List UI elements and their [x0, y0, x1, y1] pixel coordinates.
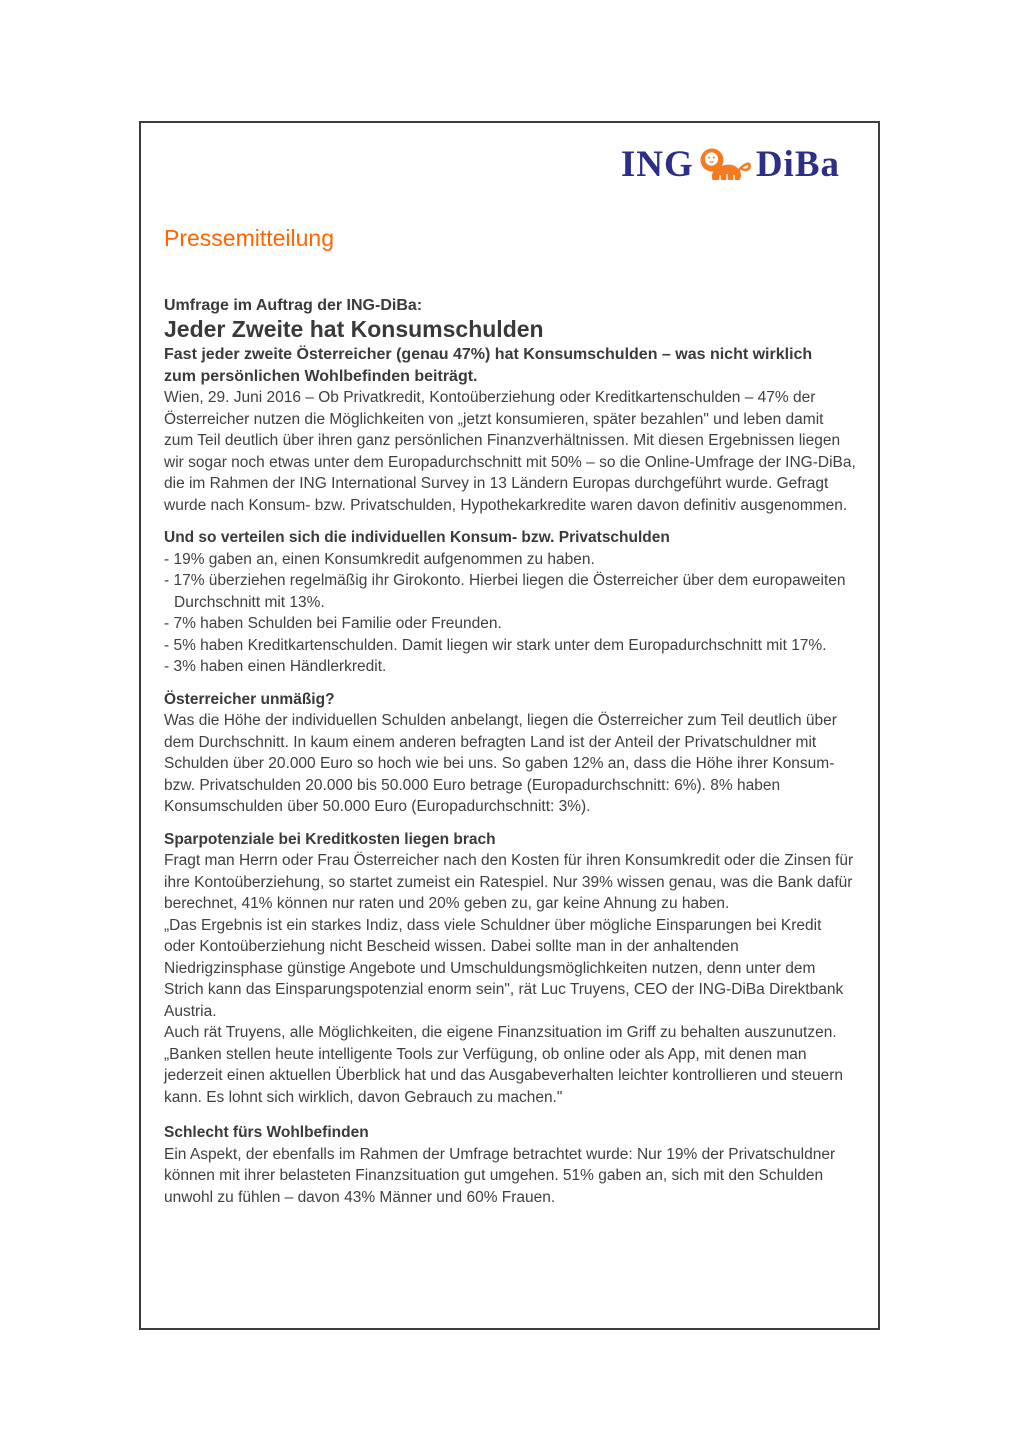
list-item: - 3% haben einen Händlerkredit.	[164, 658, 387, 675]
list-item: - 7% haben Schulden bei Familie oder Freunden.	[164, 615, 502, 632]
article-title: Jeder Zweite hat Konsumschulden	[164, 316, 544, 342]
section-heading-unmaessig: Österreicher unmäßig?	[164, 690, 335, 708]
article-subtitle: Fast jeder zweite Österreicher (genau 47%) hat Konsumschulden – was nicht wirklich zum persönlichen Wohlbefinden beiträgt.	[164, 346, 813, 385]
masthead-pressemitteilung: Pressemitteilung	[164, 225, 335, 251]
dateline-paragraph: Wien, 29. Juni 2016 – Ob Privatkredit, Kontoüberziehung oder Kreditkartenschulden – 47% der Österreicher nutzen die Möglichkeiten von „jetzt konsumieren, später bezahlen" und leben damit zum Teil deutlich über ihren ganz persönlichen Finanzverhältnissen. Mit diesen Ergebnissen liegen wir sogar noch etwas unter dem Europadurchschnitt mit 50% – so die Online-Umfrage der ING-DiBa, die im Rahmen der ING International Survey in 13 Ländern Europas durchgeführt wurde. Gefragt wurde nach Konsum- bzw. Privatschulden, Hypothekarkredite waren davon definitiv ausgenommen.	[164, 389, 856, 514]
logo-row	[164, 145, 856, 187]
ing-diba-logo	[621, 145, 840, 185]
debt-distribution-list	[164, 549, 856, 678]
logo-text-ing: ING	[620, 144, 694, 185]
paragraph: Was die Höhe der individuellen Schulden anbelangt, liegen die Österreicher zum Teil deutlich über dem Durchschnitt. In kaum einem anderen befragten Land ist der Anteil der Privatschuldner mit Schulden über 20.000 Euro so hoch wie bei uns. So gaben 12% an, dass die Höhe ihrer Konsum- bzw. Privatschulden 20.000 bis 50.000 Euro betrage (Europadurchschnitt: 6%). 8% haben Konsumschulden über 50.000 Euro (Europadurchschnitt: 3%).	[164, 712, 837, 815]
section-heading-sparpotenziale: Sparpotenziale bei Kreditkosten liegen brach	[164, 830, 496, 848]
paragraph: Auch rät Truyens, alle Möglichkeiten, die eigene Finanzsituation im Griff zu behalten auszunutzen. „Banken stellen heute intelligente Tools zur Verfügung, ob online oder als App, mit denen man jederzeit einen aktuellen Überblick hat und das Ausgabeverhalten leichter kontrollieren und steuern kann. Es lohnt sich wirklich, davon Gebrauch zu machen."	[164, 1024, 843, 1106]
logo-text-diba: DiBa	[755, 144, 840, 185]
quote-paragraph: „Das Ergebnis ist ein starkes Indiz, dass viele Schuldner über mögliche Einsparungen bei Kredit oder Kontoüberziehung nicht Bescheid wissen. Dabei sollte man in der anhaltenden Niedrigzinsphase günstige Angebote und Umschuldungsmöglichkeiten nutzen, denn unter dem Strich kann das Einsparungspotenzial enorm sein", rät Luc Truyens, CEO der ING-DiBa Direktbank Austria.	[164, 916, 844, 1020]
paragraph: Fragt man Herrn oder Frau Österreicher nach den Kosten für ihren Konsumkredit oder die Zinsen für ihre Kontoüberziehung, so startet zumeist ein Ratespiel. Nur 39% wissen genau, was die Bank dafür berechnet, 41% können nur raten und 20% geben zu, gar keine Ahnung zu haben.	[164, 852, 854, 912]
list-item: - 5% haben Kreditkartenschulden. Damit liegen wir stark unter dem Europadurchschnitt mit 17%.	[164, 636, 827, 654]
press-release-page	[139, 121, 880, 1330]
section-heading-wohlbefinden: Schlecht fürs Wohlbefinden	[164, 1124, 369, 1141]
section-heading-verteilung: Und so verteilen sich die individuellen Konsum- bzw. Privatschulden	[164, 529, 670, 546]
article-kicker: Umfrage im Auftrag der ING-DiBa:	[164, 297, 423, 314]
ing-lion-icon	[699, 145, 751, 185]
list-item: - 19% gaben an, einen Konsumkredit aufgenommen zu haben.	[164, 550, 595, 568]
paragraph: Ein Aspekt, der ebenfalls im Rahmen der Umfrage betrachtet wurde: Nur 19% der Privatschuldner können mit ihrer belasteten Finanzsituation gut umgehen. 51% gaben an, sich mit den Schulden unwohl zu fühlen – davon 43% Männer und 60% Frauen.	[164, 1145, 836, 1206]
list-item: - 17% überziehen regelmäßig ihr Girokonto. Hierbei liegen die Österreicher über dem europaweiten Durchschnitt mit 13%.	[164, 572, 846, 611]
article-body	[164, 387, 856, 1208]
